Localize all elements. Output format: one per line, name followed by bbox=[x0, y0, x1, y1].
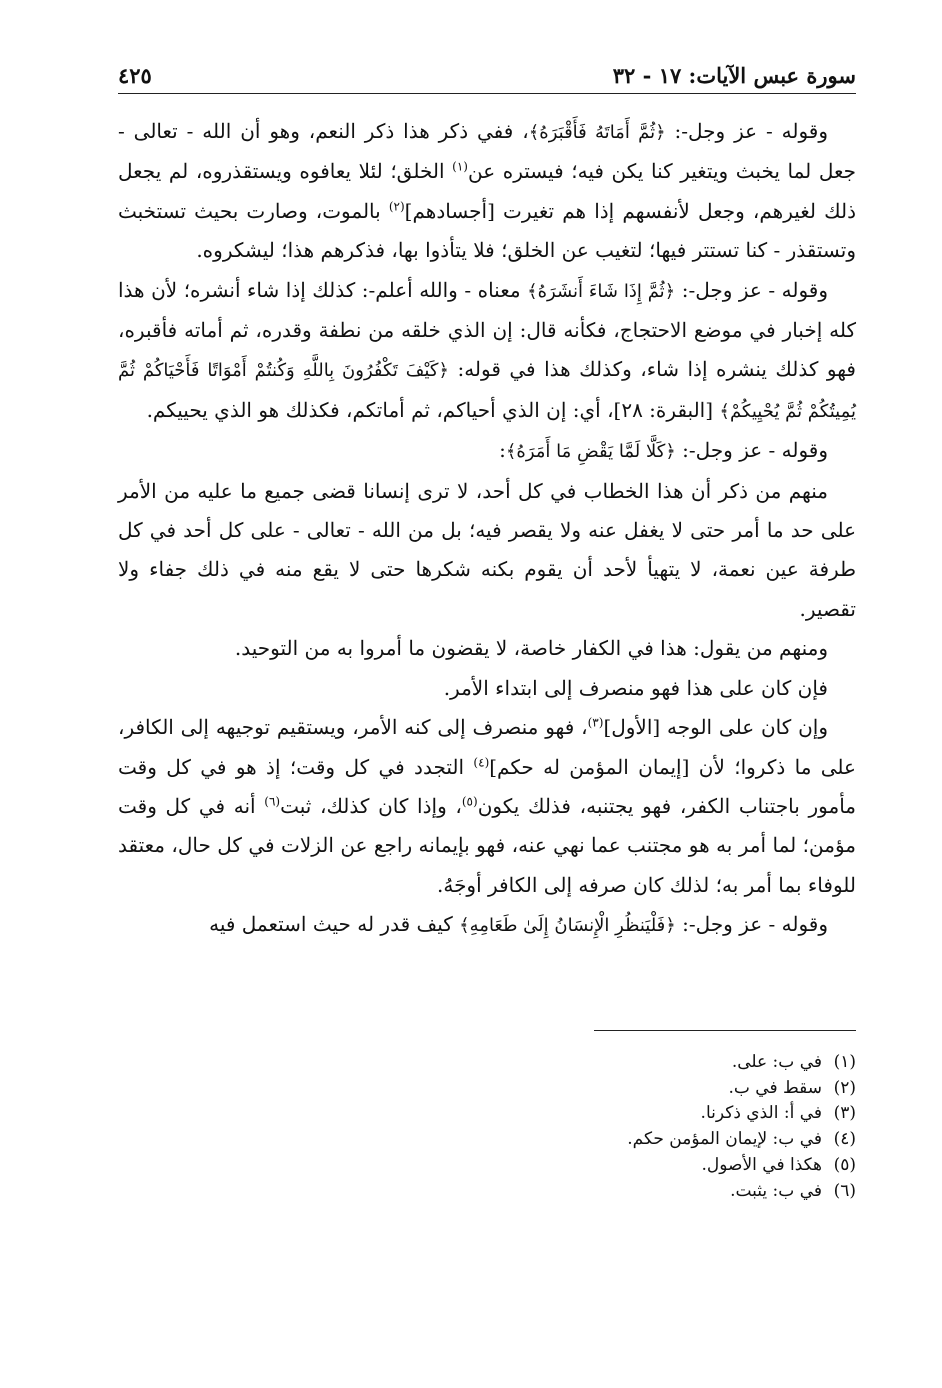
text-run: ، ففي ذكر هذا ذكر النعم، وهو أن الله - تعالى - جعل لما يخبث ويتغير كنا يكن فيه؛ فيستره عن bbox=[118, 119, 857, 184]
footnote-number: (٤) bbox=[833, 1129, 856, 1150]
text-run: كيف قدر له حيث استعمل فيه bbox=[209, 912, 460, 937]
text-run: الخلق؛ لئلا يعافوه ويستقذروه، لم يجعل ذلك لغيرهم، وجعل لأنفسهم إذا هم تغيرت [أجسادهم] bbox=[118, 159, 856, 223]
text-run: وقوله - عز وجل-: bbox=[675, 912, 828, 937]
footnote-ref: (٤) bbox=[473, 754, 490, 769]
text-run: وإن كان على الوجه [الأول] bbox=[603, 715, 829, 740]
footnote-item bbox=[456, 1050, 856, 1076]
footnote-item bbox=[456, 1076, 856, 1102]
footnote-item bbox=[456, 1153, 856, 1179]
page-number: ٤٢٥ bbox=[118, 63, 152, 88]
text-run: بالموت، وصارت بحيث تستخبث وتستقذر - كنا تستتر فيها؛ لتغيب عن الخلق؛ فلا يتأذوا بها، فذكرهم هذا؛ ليشكروه. bbox=[118, 198, 856, 263]
running-header bbox=[118, 58, 856, 88]
quran-verse: ﴿ثُمَّ أَمَاتَهُ فَأَقْبَرَهُ﴾ bbox=[528, 122, 666, 143]
footnote-number: (٣) bbox=[833, 1103, 856, 1124]
footnote-text: في ب: يثبت. bbox=[730, 1180, 822, 1201]
footnote-text: سقط في ب. bbox=[728, 1077, 822, 1098]
paragraph-p6 bbox=[118, 669, 856, 708]
text-run: ومنهم من يقول: هذا في الكفار خاصة، لا يقضون ما أمروا به من التوحيد. bbox=[234, 636, 828, 661]
text-run: ، وإذا كان كذلك، ثبت bbox=[280, 793, 462, 818]
footnote-ref: (١) bbox=[452, 159, 468, 174]
paragraph-p7 bbox=[118, 708, 856, 905]
text-run: وقوله - عز وجل-: bbox=[675, 277, 828, 302]
footnote-number: (١) bbox=[833, 1052, 856, 1072]
text-run: منهم من ذكر أن هذا الخطاب في كل أحد، لا ترى إنسانا قضى جميع ما عليه من الأمر على حد ما أمر حتى لا يغفل عنه ولا يقصر فيه؛ بل من الله - تعالى - على كل أحد في كل طرفة عين نعمة، لا يتهيأ لأحد أن يقوم بكنه شكرها حتى لا يقع منه في ذلك جفاء ولا تقصير. bbox=[118, 478, 856, 621]
text-run: التجدد في كل وقت؛ إذ هو في كل وقت مأمور باجتناب الكفر، فهو يجتنبه، فذلك يكون bbox=[118, 754, 857, 818]
quran-verse: ﴿كَلَّا لَمَّا يَقْضِ مَا أَمَرَهُ﴾ bbox=[505, 441, 676, 463]
text-run: فإن كان على هذا فهو منصرف إلى ابتداء الأمر. bbox=[443, 675, 828, 700]
footnote-number: (٢) bbox=[833, 1077, 856, 1098]
footnote-text: في ب: على. bbox=[731, 1052, 822, 1072]
footnote-item bbox=[456, 1101, 856, 1127]
quran-verse: ﴿ثُمَّ إِذَا شَاءَ أَنشَرَهُ﴾ bbox=[527, 280, 676, 302]
text-run: ، فهو منصرف إلى كنه الأمر، ويستقيم توجيهه إلى الكافر، على ما ذكروا؛ لأن [إيمان المؤمن له حكم] bbox=[118, 715, 856, 779]
paragraph-p2 bbox=[118, 271, 856, 432]
footnote-ref: (٥) bbox=[461, 794, 478, 809]
running-title: سورة عبس الآيات: ١٧ - ٣٢ bbox=[612, 63, 856, 88]
footnote-text: هكذا في الأصول. bbox=[701, 1154, 822, 1175]
footnote-number: (٥) bbox=[833, 1154, 856, 1175]
header-divider bbox=[118, 93, 856, 94]
footnote-text: في ب: لإيمان المؤمن حكم. bbox=[627, 1129, 822, 1150]
footnote-text: في أ: الذي ذكرنا. bbox=[700, 1103, 822, 1124]
paragraph-p5 bbox=[118, 629, 856, 668]
paragraph-p8 bbox=[118, 905, 856, 945]
paragraph-p4 bbox=[118, 472, 856, 630]
footnote-ref: (٢) bbox=[388, 199, 405, 214]
text-run: [البقرة: ٢٨]، أي: إن الذي أحياكم، ثم أماتكم، فكذلك هو الذي يحييكم. bbox=[146, 397, 720, 422]
footnote-divider bbox=[594, 1030, 856, 1031]
quran-verse: ﴿كَيْفَ تَكْفُرُونَ بِاللَّهِ وَكُنتُمْ أَمْوَاتًا فَأَحْيَاكُمْ ثُمَّ يُمِيتُكُمْ ثُمَّ يُحْيِيكُمْ﴾ bbox=[118, 360, 856, 422]
text-run: أنه في كل وقت مؤمن؛ لما أمر به هو مجتنب عما نهي عنه، فهو بإيمانه راجع عن الزلات في كل حال، معتقد للوفاء بما أمر به؛ لذلك كان صرفه إلى الكافر أوجَهُ. bbox=[118, 793, 856, 897]
footnote-number: (٦) bbox=[833, 1180, 856, 1201]
paragraph-p1 bbox=[118, 112, 856, 271]
footnote-ref: (٣) bbox=[587, 715, 604, 730]
footnote-item bbox=[456, 1179, 856, 1205]
footnotes-list bbox=[456, 1050, 856, 1204]
text-run: معناه - والله أعلم-: كذلك إذا شاء أنشره؛ لأن هذا كله إخبار في موضع الاحتجاج، فكأنه قال: إن الذي خلقه من نطفة وقدره، ثم أماته فأقبره، فهو كذلك ينشره إذا شاء، وكذلك هذا في قوله: bbox=[118, 277, 856, 382]
main-text bbox=[118, 112, 856, 946]
text-run: وقوله - عز وجل-: bbox=[675, 438, 828, 463]
footnote-item bbox=[456, 1127, 856, 1153]
paragraph-p3 bbox=[118, 431, 856, 471]
quran-verse: ﴿فَلْيَنظُرِ الْإِنسَانُ إِلَىٰ طَعَامِهِ﴾ bbox=[459, 915, 676, 937]
footnote-ref: (٦) bbox=[264, 794, 281, 809]
text-run: : bbox=[499, 438, 506, 463]
text-run: وقوله - عز وجل-: bbox=[665, 119, 829, 143]
